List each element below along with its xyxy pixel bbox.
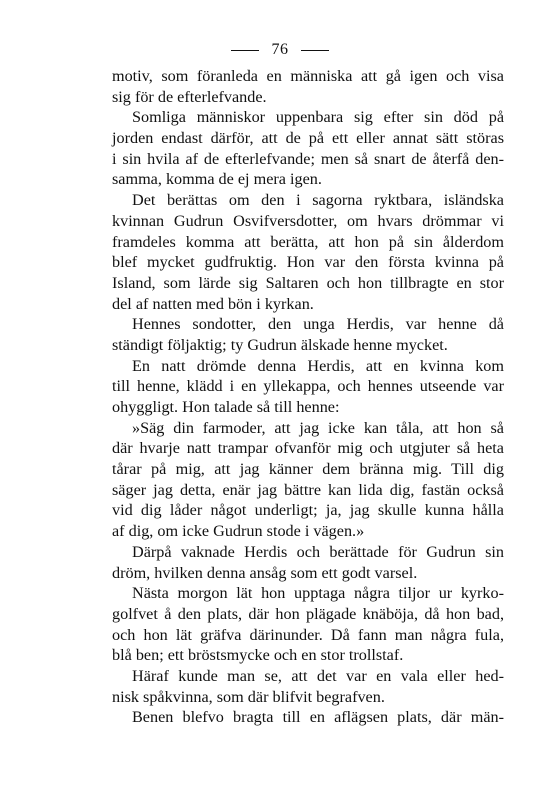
text-line: framdeles komma att berätta, att hon på sin ålderdom [112,232,504,251]
text-line: i sin hvila af de efterlefvande; men så snart de återfå den- [112,149,504,168]
text-line: säger jag detta, enär jag bättre kan lida dig, fastän också [112,480,504,499]
text-line: Island, som lärde sig Saltaren och hon tillbragte en stor [112,273,504,292]
text-line: af dig, om icke Gudrun stode i vägen.» [112,522,365,541]
text-line: blef mycket gudfruktig. Hon var den första kvinna på [112,253,504,272]
text-line: tårar på mig, att jag känner dem bränna mig. Till dig [112,460,504,479]
text-line: Det berättas om den i sagorna ryktbara, isländska [132,191,504,210]
text-line: Benen blefvo bragta till en aflägsen plats, där män- [132,708,504,727]
text-line: jorden endast därför, att de på ett eller annat sätt störas [112,129,504,148]
text-line: kvinnan Gudrun Osvifversdotter, om hvars drömmar vi [112,211,504,230]
text-line: nisk spåkvinna, som där blifvit begrafven. [112,687,385,706]
text-line: vid dig låder något underligt; ja, jag skulle kunna hålla [112,501,504,520]
text-line: »Säg din farmoder, att jag icke kan tåla, att hon så [132,418,504,437]
text-line: motiv, som föranleda en människa att gå igen och visa [112,67,504,85]
text-line: ständigt följaktig; ty Gudrun älskade henne mycket. [112,335,448,354]
text-line: sig för de efterlefvande. [112,87,267,106]
body-text [112,66,504,728]
page-number: 76 [271,41,289,58]
text-line: Häraf kunde man se, att det var en vala eller hed- [132,666,504,685]
text-line: Därpå vaknade Herdis och berättade för Gudrun sin [132,542,504,561]
text-line: blå ben; ett bröstsmycke och en stor trollstaf. [112,646,404,665]
text-line: och hon lät gräfva därinunder. Då fann man några fula, [112,625,504,644]
text-line: golfvet å den plats, där hon plägade knäböja, då hon bad, [112,604,504,623]
text-line: till henne, klädd i en yllekappa, och hennes utseende var [112,377,504,396]
text-line: där hvarje natt trampar ofvanför mig och utgjuter så heta [112,439,504,458]
right-rule [301,50,329,51]
left-rule [231,50,259,51]
text-line: Nästa morgon lät hon upptaga några tiljor ur kyrko- [132,584,504,603]
text-line: del af natten med bön i kyrkan. [112,294,314,313]
text-line: samma, komma de ej mera igen. [112,170,322,189]
page-header [0,40,560,60]
text-line: Hennes sondotter, den unga Herdis, var henne då [132,315,504,334]
text-line: ohyggligt. Hon talade så till henne: [112,398,340,416]
text-line: dröm, hvilken denna ansåg som ett godt varsel. [112,563,418,582]
text-line: Somliga människor uppenbara sig efter sin död på [132,108,504,127]
text-line: En natt drömde denna Herdis, att en kvinna kom [132,356,504,375]
